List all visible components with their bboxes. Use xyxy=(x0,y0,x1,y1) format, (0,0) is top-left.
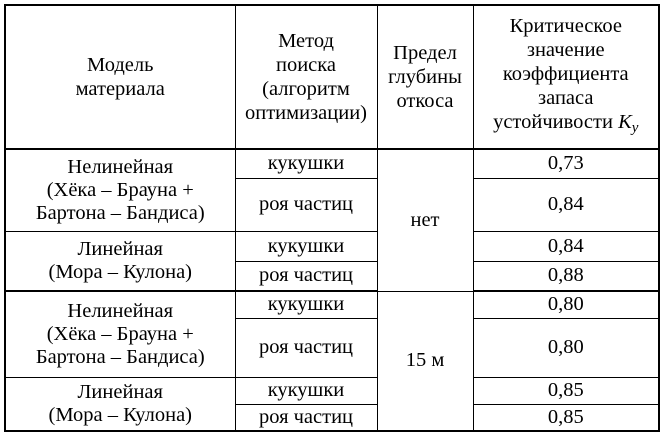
ky-symbol xyxy=(618,111,639,136)
ky-subscript: у xyxy=(631,120,639,136)
table-row xyxy=(5,231,659,261)
ky-symbol-letter: K xyxy=(618,111,632,133)
header-method xyxy=(235,5,377,149)
method-cell: роя частиц xyxy=(235,318,377,377)
model-line: (Мора – Кулона) xyxy=(48,260,192,283)
header-depth-line: откоса xyxy=(396,90,454,112)
table-row xyxy=(5,291,659,318)
header-ky-line: устойчивости xyxy=(493,111,613,133)
method-cell: роя частиц xyxy=(235,178,377,231)
header-method-line: оптимизации) xyxy=(244,102,368,124)
header-method-line: (алгоритм xyxy=(262,78,350,100)
header-row xyxy=(5,5,659,149)
ky-value-cell: 0,80 xyxy=(473,318,659,377)
method-cell: кукушки xyxy=(235,231,377,261)
header-depth-line: глубины xyxy=(388,66,462,88)
header-depth-line: Предел xyxy=(393,42,457,64)
header-ky-line: запаса xyxy=(538,87,594,109)
model-cell xyxy=(5,291,235,377)
ky-value-cell: 0,84 xyxy=(473,231,659,261)
table-row xyxy=(5,377,659,404)
model-cell xyxy=(5,149,235,231)
model-cell xyxy=(5,377,235,431)
header-model xyxy=(5,5,235,149)
header-model-line: Модель xyxy=(87,54,154,76)
model-line: (Хёка – Брауна + xyxy=(46,322,194,345)
header-ky-line: значение xyxy=(526,39,605,61)
depth-cell: 15 м xyxy=(377,291,473,431)
header-depth xyxy=(377,5,473,149)
header-ky-line: коэффициента xyxy=(502,63,629,85)
method-cell: кукушки xyxy=(235,291,377,318)
results-table xyxy=(4,4,660,432)
ky-value-cell: 0,88 xyxy=(473,261,659,291)
method-cell: кукушки xyxy=(235,149,377,178)
model-line: Линейная xyxy=(77,237,163,260)
model-line: Линейная xyxy=(77,380,163,403)
ky-value-cell: 0,84 xyxy=(473,178,659,231)
model-cell xyxy=(5,231,235,291)
header-ky xyxy=(473,5,659,149)
model-line: Бартона – Бандиса) xyxy=(35,345,205,368)
model-line: Бартона – Бандиса) xyxy=(35,201,205,224)
method-cell: роя частиц xyxy=(235,404,377,431)
method-cell: роя частиц xyxy=(235,261,377,291)
model-line: (Хёка – Брауна + xyxy=(46,178,194,201)
model-line: Нелинейная xyxy=(67,155,174,178)
table-row xyxy=(5,149,659,178)
model-line: (Мора – Кулона) xyxy=(48,403,192,426)
ky-value-cell: 0,80 xyxy=(473,291,659,318)
model-line: Нелинейная xyxy=(67,299,174,322)
header-model-line: материала xyxy=(75,78,165,100)
ky-value-cell: 0,85 xyxy=(473,377,659,404)
ky-value-cell: 0,85 xyxy=(473,404,659,431)
header-ky-line: Критическое xyxy=(509,15,622,37)
header-method-line: поиска xyxy=(275,54,337,76)
header-method-line: Метод xyxy=(278,30,334,52)
depth-cell: нет xyxy=(377,149,473,291)
ky-value-cell: 0,73 xyxy=(473,149,659,178)
method-cell: кукушки xyxy=(235,377,377,404)
